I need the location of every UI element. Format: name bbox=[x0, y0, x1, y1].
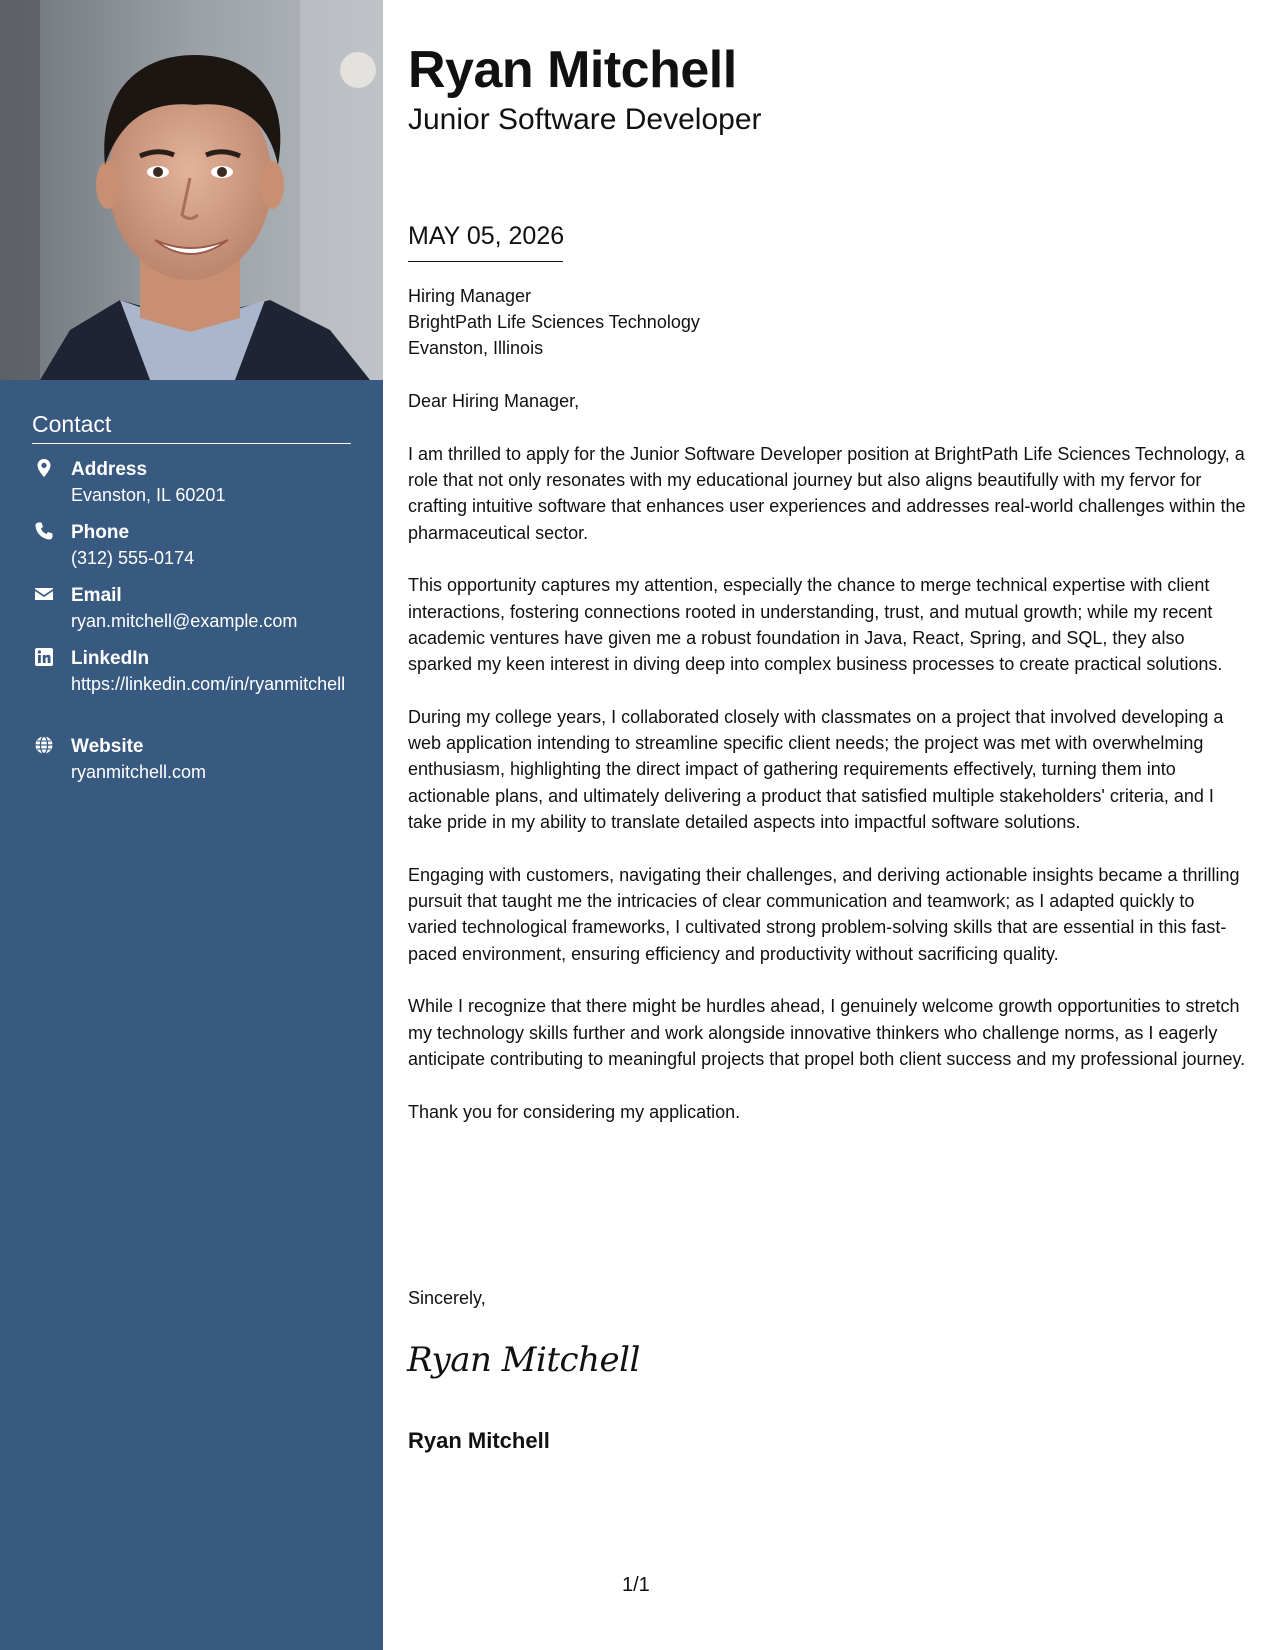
signature: Ryan Mitchell bbox=[407, 1340, 640, 1380]
letter-paragraph: Engaging with customers, navigating their challenges, and deriving actionable insights became a thrilling pursuit that taught me the intricacies of clear communication and teamwork; as I adapted quickly to varied technological frameworks, I cultivated strong problem-solving skills that are essential in this fast-paced environment, ensuring efficiency and productivity without sacrificing quality. bbox=[408, 864, 1240, 964]
applicant-name: Ryan Mitchell bbox=[408, 41, 737, 99]
sidebar: Contact Address Evanston, IL 60201 Phone (312) 555-0174 Email ryan.mitchell@example.com LinkedIn https://linkedin.com/in/ryanmitchell Website ryanmitchell.com bbox=[0, 0, 383, 1650]
envelope-icon bbox=[34, 584, 54, 604]
recipient-line: Hiring Manager bbox=[408, 286, 532, 306]
contact-divider bbox=[32, 443, 351, 444]
salutation: Dear Hiring Manager, bbox=[408, 391, 580, 411]
linkedin-link[interactable]: https://linkedin.com/in/ryanmitchell bbox=[71, 674, 346, 694]
recipient-block bbox=[408, 283, 700, 361]
letter-paragraph: This opportunity captures my attention, especially the chance to merge technical expertise with client interactions, fostering connections rooted in understanding, trust, and mutual growth; while my recent academic ventures have given me a robust foundation in Java, React, Spring, and SQL, they also sparked my keen interest in diving deep into complex business processes to create practical solutions. bbox=[408, 575, 1223, 675]
recipient-line: BrightPath Life Sciences Technology bbox=[408, 312, 700, 332]
linkedin-icon bbox=[34, 647, 54, 667]
letter-date: MAY 05, 2026 bbox=[408, 222, 565, 250]
signer-name: Ryan Mitchell bbox=[408, 1428, 550, 1453]
letter-paragraph: Thank you for considering my application. bbox=[408, 1101, 741, 1122]
letter-body bbox=[408, 388, 1248, 1151]
email-link[interactable]: ryan.mitchell@example.com bbox=[71, 611, 298, 631]
profile-photo bbox=[0, 0, 383, 380]
closing: Sincerely, bbox=[408, 1288, 486, 1308]
contact-heading: Contact bbox=[32, 411, 112, 437]
job-title: Junior Software Developer bbox=[408, 103, 762, 136]
letter-paragraph: While I recognize that there might be hurdles ahead, I genuinely welcome growth opportunities to stretch my technology skills further and work alongside innovative thinkers who challenge norms, as I eagerly anticipate contributing to meaningful projects that propel both client success and my professional journey. bbox=[408, 996, 1246, 1069]
website-link[interactable]: ryanmitchell.com bbox=[71, 762, 207, 782]
letter-paragraph: I am thrilled to apply for the Junior Software Developer position at BrightPath Life Sciences Technology, a role that not only resonates with my educational journey but also aligns beautifully with my fervor for crafting intuitive software that enhances user experiences and addresses real-world challenges within the pharmaceutical sector. bbox=[408, 443, 1246, 543]
phone-icon bbox=[34, 521, 54, 541]
page-number: 1/1 bbox=[622, 1574, 650, 1596]
letter-paragraph: During my college years, I collaborated closely with classmates on a project that involved developing a web application intending to streamline specific client needs; the project was met with overwhelming enthusiasm, highlighting the direct impact of gathering requirements effectively, turning them into actionable plans, and ultimately delivering a product that satisfied multiple stakeholders' criteria, and I take pride in my ability to translate detailed aspects into impactful software solutions. bbox=[408, 706, 1224, 833]
date-underline bbox=[408, 261, 563, 262]
recipient-line: Evanston, Illinois bbox=[408, 338, 544, 358]
globe-icon bbox=[34, 735, 54, 755]
map-marker-icon bbox=[34, 458, 54, 478]
